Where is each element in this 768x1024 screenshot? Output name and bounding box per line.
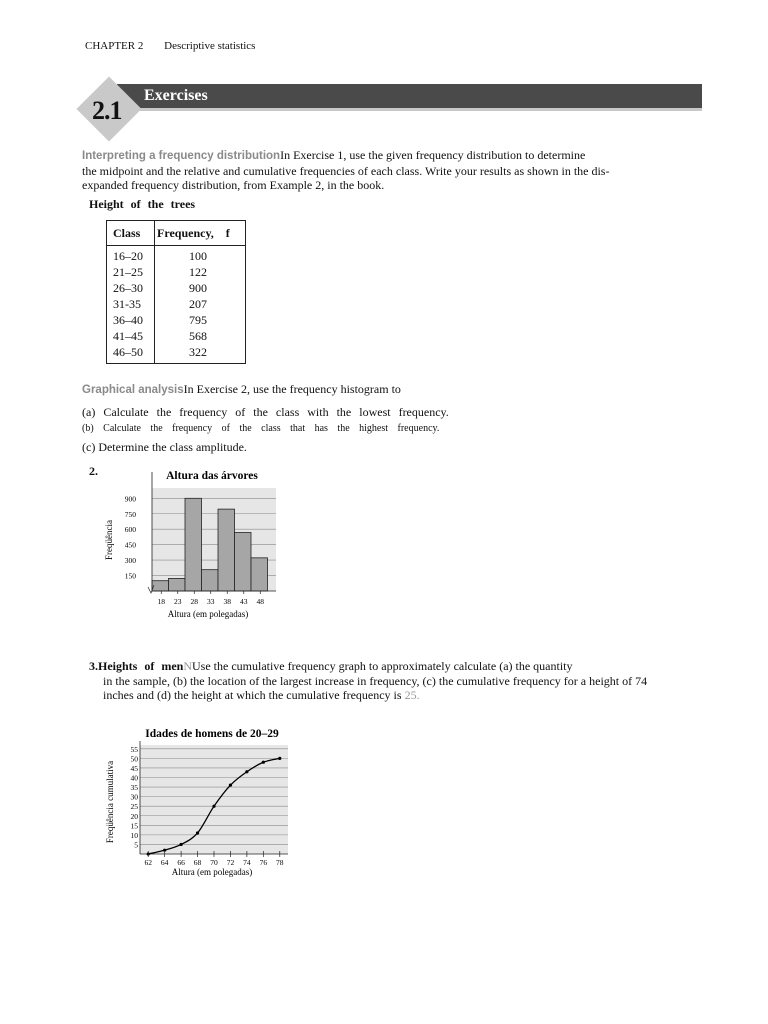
histogram-x-tick-label: 18 [157, 597, 165, 606]
header-frequency [157, 226, 243, 241]
table-row [107, 345, 245, 361]
section-number: 2.1 [92, 96, 122, 125]
histogram-x-tick-label: 28 [190, 597, 198, 606]
ogive-point [278, 757, 281, 760]
exercise3-line3: inches and (d) the height at which the cumulative frequency is [103, 688, 405, 702]
histogram-chart [100, 464, 300, 624]
exercise2-heading: Graphical analysis [82, 384, 184, 396]
class-cell: 41–45 [113, 329, 143, 343]
class-cell: 46–50 [113, 345, 143, 359]
histogram-y-tick-label: 750 [124, 509, 136, 519]
ogive-x-tick-label: 76 [259, 858, 268, 867]
histogram-x-tick-label: 48 [256, 597, 264, 606]
page-header [85, 40, 255, 52]
header-f-symbol: f [225, 226, 230, 240]
class-cell: 21–25 [113, 265, 143, 279]
ogive-x-label: Altura (em polegadas) [171, 867, 253, 877]
ogive-y-tick-label: 25 [130, 802, 138, 812]
histogram-bar [152, 581, 169, 591]
ogive-point [229, 784, 232, 787]
ogive-chart [100, 724, 300, 880]
ogive-y-tick-label: 15 [130, 821, 138, 831]
exercise1-line2: the midpoint and the relative and cumulative frequencies of each class. Write your results as shown in the dis- [82, 163, 610, 178]
table-row [107, 249, 245, 265]
ogive-point [212, 805, 215, 808]
ogive-x-tick-label: 64 [160, 858, 169, 867]
ogive-x-tick-label: 78 [276, 858, 284, 867]
exercise1-line1: In Exercise 1, use the given frequency distribution to determine [280, 148, 586, 162]
freq-cell: 122 [189, 265, 207, 279]
ogive-y-tick-label: 10 [130, 830, 138, 840]
table-header [107, 221, 245, 246]
histogram-x-tick-label: 33 [207, 597, 215, 606]
ogive-y-tick-label: 45 [130, 763, 138, 773]
ogive-point [245, 770, 248, 773]
chapter-title: Descriptive statistics [164, 40, 256, 52]
class-cell: 26–30 [113, 281, 143, 295]
ogive-y-tick-label: 40 [130, 773, 138, 783]
exercise3-line3-end: 25. [404, 688, 420, 702]
histogram-y-tick-label: 900 [124, 494, 136, 504]
exercise3-number: 3. [89, 659, 98, 673]
histogram-y-label: Freqüência [104, 520, 114, 560]
histogram-bar [235, 532, 252, 591]
table-row [107, 281, 245, 297]
exercise2-intro [82, 382, 401, 398]
table-row [107, 313, 245, 329]
ogive-y-label: Freqüência cumulativa [105, 760, 115, 844]
histogram-x-tick-label: 23 [174, 597, 182, 606]
exercise3-heading: Heights of men [98, 659, 184, 673]
ogive-title: Idades de homens de 20–29 [145, 728, 279, 740]
freq-cell: 900 [189, 281, 207, 295]
exercise1-paragraph [82, 148, 622, 193]
class-cell: 16–20 [113, 249, 143, 263]
exercise2-intro-text: In Exercise 2, use the frequency histogram to [183, 382, 401, 396]
ogive-x-tick-label: 72 [226, 858, 235, 867]
section-title: Exercises [144, 87, 208, 104]
ogive-y-ticks [131, 745, 139, 850]
histogram-bar [185, 498, 202, 591]
exercise3-line2: in the sample, (b) the location of the largest increase in frequency, (c) the cumulative frequency for a height of 74 [103, 673, 648, 688]
ogive-x-tick-label: 70 [210, 858, 218, 867]
freq-cell: 100 [189, 249, 207, 263]
class-cell: 36–40 [113, 313, 143, 327]
ogive-y-tick-label: 50 [130, 754, 138, 764]
section-banner-shadow [117, 108, 702, 111]
exercise3-line1: Use the cumulative frequency graph to approximately calculate (a) the quantity [192, 659, 573, 673]
histogram-y-tick-label: 450 [124, 540, 136, 550]
frequency-table [106, 220, 246, 364]
histogram-bar [251, 558, 268, 591]
histogram-bar [218, 509, 235, 591]
ogive-y-tick-label: 5 [134, 840, 138, 850]
histogram-x-tick-label: 38 [223, 597, 231, 606]
table-row [107, 297, 245, 313]
question-c: (c) Determine the class amplitude. [82, 440, 247, 454]
freq-cell: 322 [189, 345, 207, 359]
histogram-bar [202, 570, 219, 591]
histogram-title: Altura das árvores [166, 470, 258, 482]
table-row [107, 265, 245, 281]
ogive-y-tick-label: 20 [130, 811, 138, 821]
freq-cell: 795 [189, 313, 207, 327]
ogive-y-tick-label: 30 [130, 792, 138, 802]
exercise3-marker: N [183, 659, 192, 673]
header-class: Class [113, 226, 141, 240]
histogram-y-ticks [125, 494, 137, 580]
histogram-x-ticks [158, 591, 265, 606]
exercise2-number: 2. [89, 464, 98, 478]
ogive-y-tick-label: 55 [130, 744, 138, 754]
header-frequency-label: Frequency, [157, 226, 214, 240]
class-cell: 31-35 [113, 297, 141, 311]
chapter-label: CHAPTER 2 [85, 40, 144, 52]
question-a: (a) Calculate the frequency of the class with the lowest frequency. [82, 405, 449, 419]
histogram-y-tick-label: 600 [124, 525, 136, 535]
freq-cell: 207 [189, 297, 207, 311]
ogive-point [180, 843, 183, 846]
ogive-x-tick-label: 74 [243, 858, 251, 867]
exercise3-paragraph [89, 659, 649, 703]
ogive-point [262, 761, 265, 764]
table-title: Height of the trees [89, 197, 196, 211]
exercise1-line3: expanded frequency distribution, from Example 2, in the book. [82, 178, 385, 192]
freq-cell: 568 [189, 329, 207, 343]
ogive-y-tick-label: 35 [130, 783, 138, 793]
histogram-x-label: Altura (em polegadas) [167, 609, 249, 619]
histogram-x-tick-label: 43 [240, 597, 248, 606]
histogram-y-tick-label: 150 [124, 571, 136, 581]
ogive-x-tick-label: 68 [193, 858, 202, 867]
histogram-y-tick-label: 300 [124, 556, 136, 566]
ogive-point [196, 831, 199, 834]
histogram-bar [169, 578, 186, 591]
exercise1-heading: Interpreting a frequency distribution [82, 150, 281, 162]
question-b: (b) Calculate the frequency of the class that has the highest frequency. [82, 423, 440, 434]
ogive-x-tick-label: 62 [144, 858, 152, 867]
table-row [107, 329, 245, 345]
ogive-x-tick-label: 66 [177, 858, 185, 867]
